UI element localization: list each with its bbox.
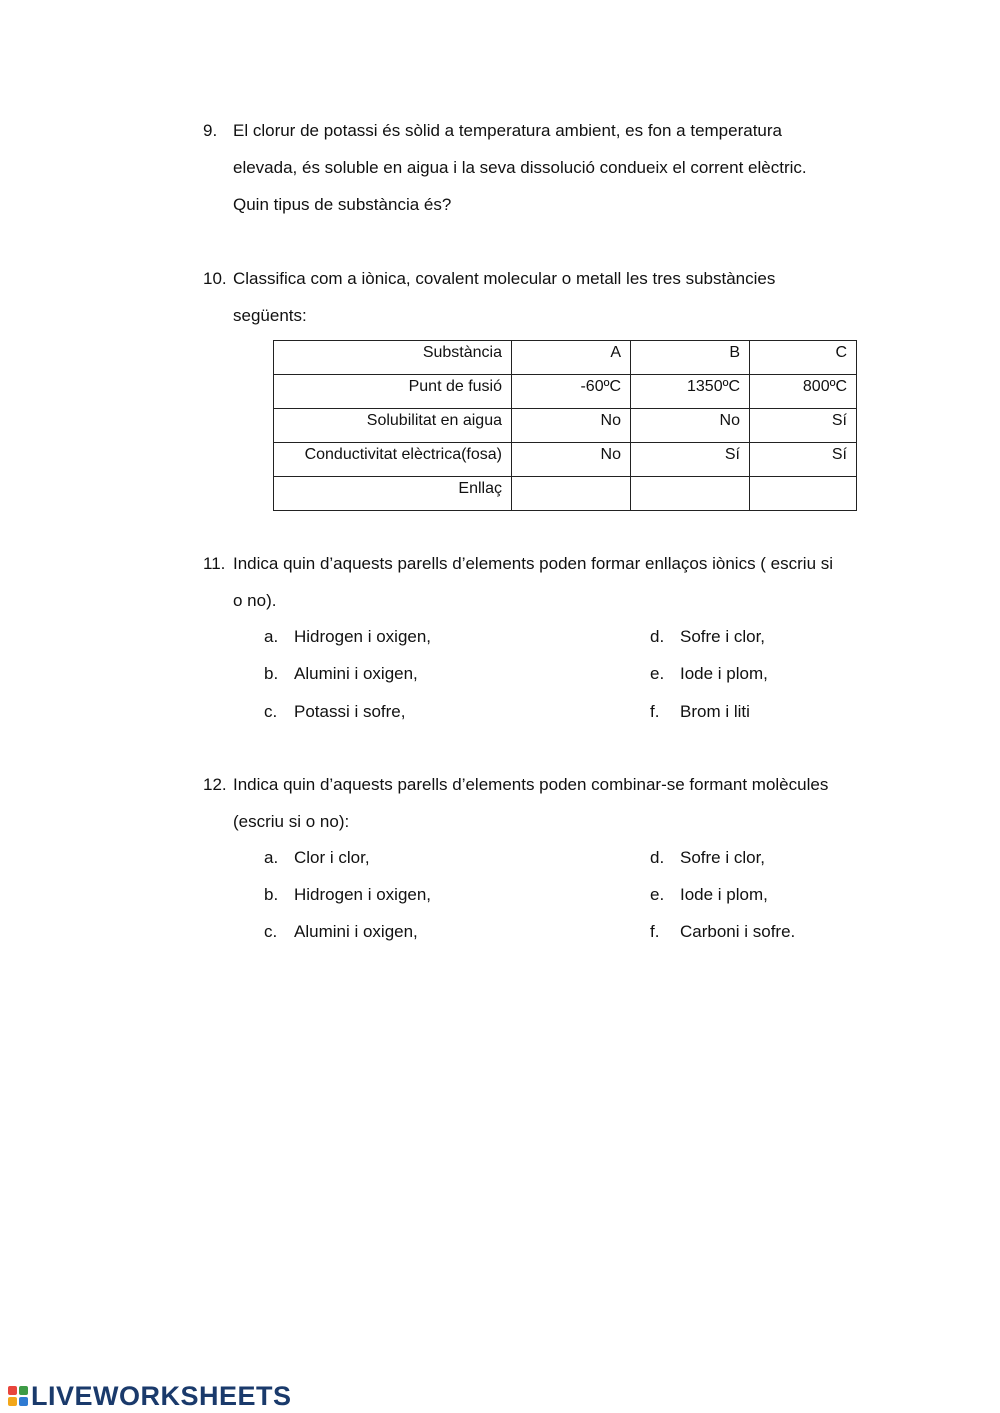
table-cell: No [512, 409, 631, 443]
list-item: f. Brom i liti [650, 702, 750, 721]
table-cell: Solubilitat en aigua [274, 409, 512, 443]
table-cell: Sí [750, 443, 857, 477]
table-cell: 800ºC [750, 375, 857, 409]
table-cell: Conductivitat elèctrica(fosa) [274, 443, 512, 477]
table-cell: Sí [631, 443, 750, 477]
table-cell: A [512, 341, 631, 375]
table-row [274, 341, 857, 375]
list-item: b. Hidrogen i oxigen, [264, 885, 432, 904]
question-text-line: El clorur de potassi és sòlid a temperatura ambient, es fon a temperatura [233, 121, 783, 140]
list-item: f. Carboni i sofre. [650, 922, 796, 941]
liveworksheets-logo-icon [8, 1386, 28, 1406]
question-number: 9. [203, 121, 218, 140]
question-12 [203, 772, 903, 846]
question-text-line: (escriu si o no): [233, 812, 350, 831]
question-number: 11. [203, 554, 226, 573]
answer-cell-b[interactable] [631, 477, 750, 511]
table-row [274, 443, 857, 477]
list-item: d. Sofre i clor, [650, 848, 766, 867]
question-text-line: Classifica com a iònica, covalent molecular o metall les tres substàncies [233, 269, 776, 288]
list-item: a. Hidrogen i oxigen, [264, 627, 432, 646]
answer-cell-a[interactable] [512, 477, 631, 511]
question-number: 10. [203, 269, 227, 288]
table-row [274, 375, 857, 409]
liveworksheets-logo[interactable] [8, 1380, 292, 1412]
question-9 [203, 118, 903, 229]
question-text-line: Indica quin d’aquests parells d’elements poden combinar-se formant molècules [233, 775, 829, 794]
substances-table [273, 340, 857, 511]
question-text-line: següents: [233, 306, 307, 325]
table-cell: No [631, 409, 750, 443]
question-11 [203, 551, 903, 625]
table-row [274, 477, 857, 511]
table-cell: 1350ºC [631, 375, 750, 409]
list-item: b. Alumini i oxigen, [264, 664, 418, 683]
table-cell: C [750, 341, 857, 375]
question-text-line: Indica quin d’aquests parells d’elements poden formar enllaços iònics ( escriu si [233, 554, 834, 573]
list-item: c. Alumini i oxigen, [264, 922, 418, 941]
question-number: 12. [203, 775, 227, 794]
question-text-line: Quin tipus de substància és? [233, 195, 452, 214]
table-row [274, 409, 857, 443]
table-cell: No [512, 443, 631, 477]
answer-cell-c[interactable] [750, 477, 857, 511]
table-cell: Enllaç [274, 477, 512, 511]
table-cell: Sí [750, 409, 857, 443]
table-cell: B [631, 341, 750, 375]
question-text-line: o no). [233, 591, 277, 610]
list-item: a. Clor i clor, [264, 848, 370, 867]
question-text-line: elevada, és soluble en aigua i la seva dissolució condueix el corrent elèctric. [233, 158, 807, 177]
logo-text: LIVEWORKSHEETS [31, 1380, 292, 1411]
list-item: e. Iode i plom, [650, 885, 768, 904]
question-10 [203, 266, 903, 340]
list-item: c. Potassi i sofre, [264, 702, 406, 721]
table-cell: Substància [274, 341, 512, 375]
table-cell: Punt de fusió [274, 375, 512, 409]
list-item: e. Iode i plom, [650, 664, 768, 683]
list-item: d. Sofre i clor, [650, 627, 766, 646]
table-cell: -60ºC [512, 375, 631, 409]
